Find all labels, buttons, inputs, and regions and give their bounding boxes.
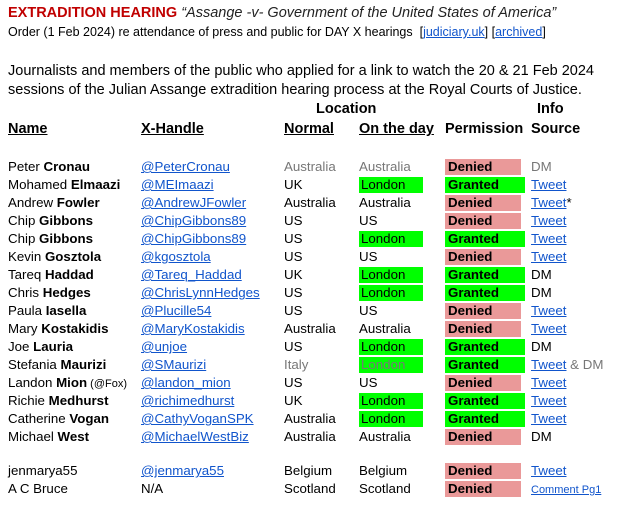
on-the-day-location	[359, 356, 423, 374]
table-row	[0, 480, 621, 498]
permission-cell	[445, 410, 525, 428]
tweet-link[interactable]: Tweet	[531, 303, 567, 318]
x-handle-link[interactable]: @Tareq_Haddad	[141, 267, 242, 282]
col-header-normal: Normal	[284, 121, 334, 137]
first-name: Paula	[8, 303, 46, 318]
normal-location: UK	[284, 177, 303, 192]
table-row	[0, 338, 621, 356]
first-name: Tareq	[8, 267, 45, 282]
permission-cell	[445, 212, 521, 230]
permission-badge: Granted	[445, 357, 525, 373]
on-the-day-location	[359, 266, 423, 284]
x-handle-cell	[141, 338, 187, 356]
x-handle-cell	[141, 212, 246, 230]
permission-badge: Denied	[445, 249, 521, 265]
permission-badge: Denied	[445, 375, 521, 391]
table-row	[0, 158, 621, 176]
on-the-day-location: US	[359, 213, 378, 228]
london-highlight: London	[359, 267, 423, 283]
info-source-cell	[531, 284, 552, 302]
x-handle-cell	[141, 302, 211, 320]
on-the-day-location	[359, 410, 423, 428]
permission-badge: Denied	[445, 159, 521, 175]
last-name: Gibbons	[39, 231, 93, 246]
on-the-day-location: Australia	[359, 159, 411, 174]
tweet-link[interactable]: Tweet	[531, 321, 567, 336]
table-row	[0, 392, 621, 410]
x-handle-cell	[141, 284, 260, 302]
location-group-header: Location	[316, 101, 377, 117]
x-handle-link[interactable]: @AndrewJFowler	[141, 195, 247, 210]
info-extra: & DM	[566, 357, 604, 372]
x-handle-link[interactable]: @MaryKostakidis	[141, 321, 245, 336]
permission-badge: Denied	[445, 195, 521, 211]
last-name: West	[57, 429, 90, 444]
x-handle-link[interactable]: @ChipGibbons89	[141, 231, 247, 246]
title-line	[8, 5, 556, 21]
normal-location: US	[284, 303, 303, 318]
attendee-name	[8, 212, 93, 230]
permission-cell	[445, 194, 521, 212]
london-highlight: London	[359, 393, 423, 409]
x-handle-cell	[141, 392, 234, 410]
permission-cell	[445, 338, 525, 356]
x-handle-cell	[141, 194, 246, 212]
permission-cell	[445, 302, 521, 320]
last-name: Maurizi	[60, 357, 107, 372]
tweet-link[interactable]: Tweet	[531, 357, 567, 372]
table-row	[0, 266, 621, 284]
normal-location: UK	[284, 267, 303, 282]
table-row	[0, 212, 621, 230]
on-the-day-location: Belgium	[359, 463, 408, 478]
info-source-cell	[531, 176, 566, 194]
attendee-name	[8, 176, 120, 194]
attendee-name	[8, 428, 89, 446]
on-the-day-location	[359, 284, 423, 302]
x-handle-link[interactable]: @MEImaazi	[141, 177, 214, 192]
last-name: Gibbons	[39, 213, 93, 228]
normal-location: Australia	[284, 429, 336, 444]
on-the-day-location: Australia	[359, 195, 411, 210]
x-handle-cell	[141, 410, 254, 428]
first-name: Chris	[8, 285, 43, 300]
on-the-day-location	[359, 392, 423, 410]
normal-location: Scotland	[284, 481, 336, 496]
x-handle-cell	[141, 374, 231, 392]
tweet-link[interactable]: Tweet	[531, 375, 567, 390]
last-name: Iasella	[45, 303, 87, 318]
info-source-cell	[531, 266, 552, 284]
permission-cell	[445, 176, 525, 194]
source-link[interactable]: Tweet	[531, 463, 567, 478]
first-name: Peter	[8, 159, 44, 174]
last-name: Elmaazi	[70, 177, 121, 192]
first-name: Landon	[8, 375, 57, 390]
tweet-link[interactable]: Tweet	[531, 393, 567, 408]
table-row	[0, 302, 621, 320]
normal-location: Australia	[284, 321, 336, 336]
normal-location: UK	[284, 393, 303, 408]
x-handle-cell	[141, 158, 230, 176]
table-row	[0, 194, 621, 212]
permission-cell	[445, 480, 521, 498]
last-name: Fowler	[56, 195, 100, 210]
x-handle-link[interactable]: @ChrisLynnHedges	[141, 285, 260, 300]
x-handle-cell	[141, 320, 245, 338]
col-header-source: Source	[531, 121, 581, 137]
first-name: Chip	[8, 231, 40, 246]
tweet-link[interactable]: Tweet	[531, 411, 567, 426]
on-the-day-location	[359, 230, 423, 248]
x-handle-link[interactable]: @kgosztola	[141, 249, 211, 264]
london-highlight: London	[359, 411, 423, 427]
permission-badge: Denied	[445, 429, 521, 445]
tweet-link[interactable]: Tweet	[531, 177, 567, 192]
x-handle-link[interactable]: @unjoe	[141, 339, 188, 354]
table-row	[0, 230, 621, 248]
x-handle-cell	[141, 248, 211, 266]
normal-location: US	[284, 339, 303, 354]
attendee-name	[8, 374, 127, 392]
info-extra: *	[566, 195, 572, 210]
first-name: Kevin	[8, 249, 45, 264]
normal-location: US	[284, 375, 303, 390]
permission-cell	[445, 248, 521, 266]
on-the-day-location: Australia	[359, 429, 411, 444]
last-name: Gosztola	[44, 249, 102, 264]
archived-link[interactable]: archived	[495, 25, 543, 39]
permission-cell	[445, 462, 521, 480]
normal-location: US	[284, 213, 303, 228]
attendee-name	[8, 392, 109, 410]
table-row	[0, 428, 621, 446]
permission-badge: Granted	[445, 411, 525, 427]
normal-location: US	[284, 249, 303, 264]
info-source-cell	[531, 338, 552, 356]
info-source-cell	[531, 356, 603, 374]
on-the-day-location: US	[359, 375, 378, 390]
col-header-handle: X-Handle	[141, 121, 204, 137]
tweet-link[interactable]: Tweet	[531, 195, 567, 210]
info-source-cell	[531, 374, 566, 392]
permission-badge: Granted	[445, 285, 525, 301]
info-source-cell	[531, 320, 566, 338]
info-source-cell	[531, 410, 566, 428]
info-source-cell	[531, 480, 601, 498]
info-group-header: Info	[537, 101, 564, 117]
attendee-name	[8, 302, 86, 320]
first-name: Michael	[8, 429, 58, 444]
attendee-name	[8, 284, 91, 302]
permission-badge: Denied	[445, 463, 521, 479]
permission-cell	[445, 284, 525, 302]
dm-label: DM	[531, 339, 552, 354]
first-name: Stefania	[8, 357, 61, 372]
table-row	[0, 248, 621, 266]
attendee-name: A C Bruce	[8, 481, 68, 496]
x-handle-link[interactable]: @CathyVoganSPK	[141, 411, 254, 426]
doc-subtitle: “Assange -v- Government of the United States of America”	[181, 5, 557, 21]
permission-badge: Granted	[445, 231, 525, 247]
first-name: Catherine	[8, 411, 70, 426]
info-source-cell	[531, 158, 552, 176]
info-source-cell	[531, 428, 552, 446]
permission-cell	[445, 266, 525, 284]
first-name: Chip	[8, 213, 40, 228]
normal-location: Italy	[284, 357, 309, 372]
x-handle-link[interactable]: @SMaurizi	[141, 357, 207, 372]
order-line: Order (1 Feb 2024) re attendance of press and public for DAY X hearings [judiciary.uk] [archived]	[8, 25, 546, 39]
first-name: Andrew	[8, 195, 57, 210]
col-header-permission: Permission	[445, 121, 524, 137]
dm-label: DM	[531, 159, 552, 174]
table-row	[0, 356, 621, 374]
on-the-day-location: US	[359, 303, 378, 318]
order-text: Order (1 Feb 2024) re attendance of press and public for DAY X hearings	[8, 25, 413, 39]
on-the-day-location: US	[359, 249, 378, 264]
permission-cell	[445, 320, 521, 338]
last-name: Medhurst	[48, 393, 109, 408]
normal-location: Australia	[284, 411, 336, 426]
affiliation: (@Fox)	[87, 378, 127, 390]
info-source-cell	[531, 212, 566, 230]
dm-label: DM	[531, 429, 552, 444]
first-name: Richie	[8, 393, 49, 408]
on-the-day-location: Scotland	[359, 481, 411, 496]
x-handle-link[interactable]: @ChipGibbons89	[141, 213, 247, 228]
table-row	[0, 410, 621, 428]
attendee-name	[8, 194, 100, 212]
attendee-name	[8, 230, 93, 248]
first-name: Mary	[8, 321, 42, 336]
intro-paragraph: Journalists and members of the public who applied for a link to watch the 20 & 21 Feb 2024 sessions of the Julian Assange extradition hearing process at the Royal Courts of Justice.	[8, 63, 594, 98]
london-highlight: London	[359, 177, 423, 193]
london-highlight: London	[359, 231, 423, 247]
x-handle-cell	[141, 462, 224, 480]
attendee-name: jenmarya55	[8, 463, 78, 478]
last-name: Vogan	[69, 411, 110, 426]
normal-location: US	[284, 285, 303, 300]
last-name: Haddad	[44, 267, 94, 282]
last-name: Lauria	[33, 339, 74, 354]
london-highlight: London	[359, 339, 423, 355]
first-name: Mohamed	[8, 177, 71, 192]
last-name: Mion	[56, 375, 88, 390]
x-handle-link[interactable]: @PeterCronau	[141, 159, 230, 174]
first-name: Joe	[8, 339, 34, 354]
attendee-name	[8, 338, 73, 356]
x-handle-link[interactable]: @richimedhurst	[141, 393, 235, 408]
permission-badge: Denied	[445, 321, 521, 337]
dm-label: DM	[531, 267, 552, 282]
doc-title: EXTRADITION HEARING	[8, 5, 178, 21]
attendee-name	[8, 158, 90, 176]
permission-cell	[445, 428, 521, 446]
attendee-name	[8, 356, 106, 374]
x-handle-link[interactable]: @jenmarya55	[141, 463, 224, 478]
permission-badge: Granted	[445, 267, 525, 283]
normal-location: Australia	[284, 159, 336, 174]
permission-badge: Denied	[445, 481, 521, 497]
table-row	[0, 284, 621, 302]
x-handle-cell: N/A	[141, 481, 164, 496]
x-handle-cell	[141, 356, 206, 374]
info-source-cell	[531, 392, 566, 410]
info-source-cell	[531, 302, 566, 320]
x-handle-cell	[141, 230, 246, 248]
normal-location: US	[284, 231, 303, 246]
permission-cell	[445, 158, 521, 176]
x-handle-cell	[141, 266, 242, 284]
on-the-day-location: Australia	[359, 321, 411, 336]
attendee-name	[8, 248, 101, 266]
permission-cell	[445, 356, 525, 374]
table-row	[0, 374, 621, 392]
last-name: Cronau	[43, 159, 91, 174]
attendee-name	[8, 320, 109, 338]
last-name: Hedges	[42, 285, 91, 300]
last-name: Kostakidis	[41, 321, 109, 336]
normal-location: Australia	[284, 195, 336, 210]
permission-badge: Denied	[445, 213, 521, 229]
col-header-name: Name	[8, 121, 48, 137]
tweet-link[interactable]: Tweet	[531, 213, 567, 228]
permission-cell	[445, 230, 525, 248]
attendee-name	[8, 410, 109, 428]
on-the-day-location	[359, 176, 423, 194]
info-source-cell	[531, 194, 572, 212]
permission-badge: Denied	[445, 303, 521, 319]
permission-badge: Granted	[445, 177, 525, 193]
tweet-link[interactable]: Tweet	[531, 249, 567, 264]
london-highlight: London	[359, 357, 423, 373]
info-source-cell	[531, 230, 566, 248]
col-header-on-the-day: On the day	[359, 121, 434, 137]
permission-cell	[445, 374, 521, 392]
on-the-day-location	[359, 338, 423, 356]
normal-location: Belgium	[284, 463, 333, 478]
x-handle-link[interactable]: @Plucille54	[141, 303, 212, 318]
permission-badge: Granted	[445, 393, 525, 409]
info-source-cell	[531, 248, 566, 266]
permission-badge: Granted	[445, 339, 525, 355]
table-row	[0, 176, 621, 194]
london-highlight: London	[359, 285, 423, 301]
table-row	[0, 320, 621, 338]
judiciary-link[interactable]: judiciary.uk	[423, 25, 485, 39]
x-handle-cell	[141, 428, 249, 446]
table-row	[0, 462, 621, 480]
dm-label: DM	[531, 285, 552, 300]
info-source-cell	[531, 462, 566, 480]
tweet-link[interactable]: Tweet	[531, 231, 567, 246]
x-handle-cell	[141, 176, 214, 194]
x-handle-link[interactable]: @MichaelWestBiz	[141, 429, 249, 444]
x-handle-link[interactable]: @landon_mion	[141, 375, 231, 390]
source-link[interactable]: Comment Pg1	[531, 484, 602, 496]
permission-cell	[445, 392, 525, 410]
attendee-name	[8, 266, 94, 284]
